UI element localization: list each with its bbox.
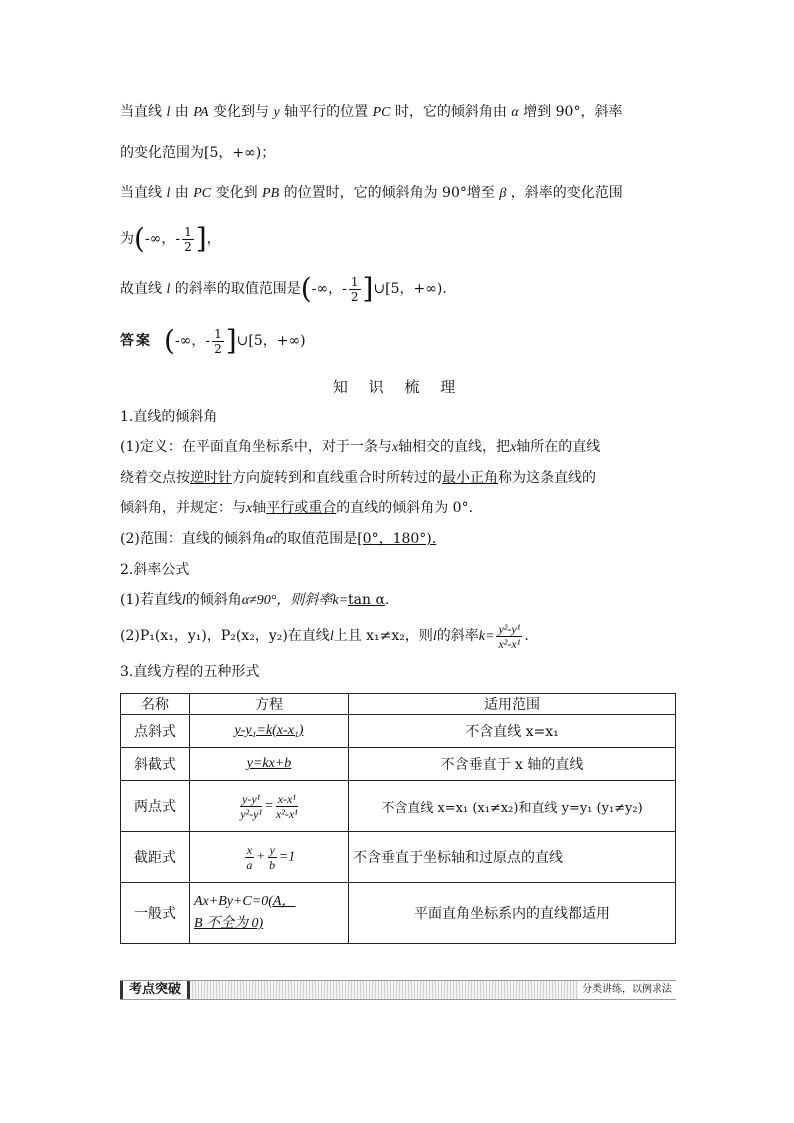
definition-line-1 xyxy=(120,432,676,463)
text: 的斜率 xyxy=(436,628,479,644)
form-scope: 平面直角坐标系内的直线都适用 xyxy=(349,883,676,944)
fraction xyxy=(245,843,254,872)
banner-title: 考点突破 xyxy=(120,981,190,999)
math-l: l xyxy=(329,629,334,644)
table-row xyxy=(121,883,676,944)
underlined-text: 最小正角 xyxy=(442,470,498,486)
math-k: k= xyxy=(478,629,495,644)
text: 为 xyxy=(120,231,134,247)
text: α≠90°，则斜率 xyxy=(241,593,333,608)
fraction xyxy=(240,792,262,821)
header-equation: 方程 xyxy=(190,694,349,715)
fraction-numerator: 1 xyxy=(350,274,359,289)
form-name: 一般式 xyxy=(121,883,190,944)
fraction xyxy=(212,327,224,356)
text: 当直线 xyxy=(120,185,162,201)
math-pc: PC xyxy=(372,105,391,120)
math-l: l xyxy=(181,593,186,608)
text: 变化到 xyxy=(215,185,258,201)
form-equation xyxy=(190,781,349,832)
text: -∞，- xyxy=(311,281,347,297)
underlined-text: 逆时针 xyxy=(190,470,232,486)
text: 轴所在的直线 xyxy=(516,439,601,455)
fraction-denominator: x²-x¹ xyxy=(498,636,521,651)
math-alpha: α xyxy=(265,532,274,547)
text: ∪[5，+∞). xyxy=(373,281,447,297)
fraction-numerator: y xyxy=(269,842,275,857)
fraction xyxy=(349,275,361,304)
heading-slope: 2.斜率公式 xyxy=(120,562,190,578)
math-beta: β xyxy=(499,186,507,201)
math-y: y xyxy=(273,105,280,120)
text: 绕着交点按 xyxy=(120,470,190,486)
math-alpha: α xyxy=(511,105,519,120)
fraction xyxy=(496,622,522,651)
math-l: l xyxy=(166,282,171,297)
text: 变化到与 xyxy=(213,104,270,120)
text: 方向旋转到和直线重合时所转过的 xyxy=(232,470,442,486)
text: 轴 xyxy=(252,500,267,516)
document-body xyxy=(120,92,676,944)
form-name: 两点式 xyxy=(121,781,190,832)
heading-inclination: 1.直线的倾斜角 xyxy=(120,409,218,425)
table-row xyxy=(121,715,676,748)
paragraph-5 xyxy=(120,264,676,315)
right-bracket-icon: ] xyxy=(225,324,237,357)
form-scope: 不含直线 x=x₁ xyxy=(349,715,676,748)
text: 由 xyxy=(174,185,189,201)
section-banner xyxy=(120,980,676,1000)
header-name: 名称 xyxy=(121,694,190,715)
left-paren-icon: ( xyxy=(164,324,175,357)
text: ∪[5，+∞) xyxy=(236,333,306,349)
answer-label: 答案 xyxy=(120,332,152,348)
text: ，斜率的变化范围 xyxy=(510,185,623,201)
math-pb: PB xyxy=(262,186,280,201)
fraction-numerator: 1 xyxy=(214,326,222,341)
text: + xyxy=(256,849,266,865)
underlined-text: (A， xyxy=(268,894,296,909)
text: 的取值范围是 xyxy=(273,531,358,547)
text: ， xyxy=(206,231,221,247)
text: 倾斜角，并规定：与 xyxy=(120,500,246,516)
form-name: 点斜式 xyxy=(121,715,190,748)
fraction-denominator: 2 xyxy=(214,341,222,356)
form-name: 斜截式 xyxy=(121,748,190,781)
form-scope: 不含垂直于 x 轴的直线 xyxy=(349,748,676,781)
text: . xyxy=(524,628,529,644)
heading-line-equations: 3.直线方程的五种形式 xyxy=(120,664,260,680)
fraction-denominator: 2 xyxy=(184,239,192,254)
form-scope: 不含垂直于坐标轴和过原点的直线 xyxy=(349,832,676,883)
fraction-numerator: x xyxy=(246,842,253,857)
left-paren-icon: ( xyxy=(300,272,312,305)
math-x: x xyxy=(510,440,517,455)
text: 称为这条直线的 xyxy=(498,470,596,486)
table-row xyxy=(121,748,676,781)
fraction xyxy=(182,225,194,254)
math-k: k= xyxy=(332,593,349,608)
text: 故直线 xyxy=(120,281,162,297)
math-l: l xyxy=(166,186,171,201)
fraction-numerator: 1 xyxy=(184,224,192,239)
fraction-denominator: x²-x¹ xyxy=(275,806,298,821)
table-row xyxy=(121,781,676,832)
text: -∞，- xyxy=(174,333,211,349)
math-x: x xyxy=(391,440,399,455)
header-scope: 适用范围 xyxy=(349,694,676,715)
fraction-denominator: b xyxy=(269,857,276,872)
form-equation xyxy=(190,748,349,781)
answer-line xyxy=(120,315,676,366)
text: 的位置时，它的倾斜角为 90°增至 xyxy=(283,185,495,201)
right-bracket-icon: ] xyxy=(195,222,207,255)
left-paren-icon: ( xyxy=(134,222,145,255)
text: 上且 x₁≠x₂，则 xyxy=(333,628,433,644)
underlined-text: y-y₁=k(x-x₁) xyxy=(234,723,304,738)
form-equation xyxy=(190,832,349,883)
math-pc: PC xyxy=(193,186,212,201)
underlined-text: B 不全为 0) xyxy=(194,916,264,931)
underlined-text: tan α xyxy=(348,592,385,608)
text: (1)若直线 xyxy=(120,592,182,608)
table-header-row xyxy=(121,694,676,715)
fraction-denominator: a xyxy=(246,857,253,872)
definition-line-3 xyxy=(120,493,676,524)
slope-formula-2 xyxy=(120,616,676,657)
slope-formula-1 xyxy=(120,585,676,616)
math-x: x xyxy=(246,501,253,516)
fraction xyxy=(268,843,277,872)
banner-subtitle: 分类讲练，以例求法 xyxy=(578,981,676,999)
text: 增到 90°，斜率 xyxy=(523,104,623,120)
text: 由 xyxy=(174,104,189,120)
underlined-text: y=kx+b xyxy=(246,756,292,771)
text: -∞，- xyxy=(144,231,181,247)
text: 轴相交的直线，把 xyxy=(398,439,511,455)
fraction-denominator: 2 xyxy=(350,289,359,304)
form-scope: 不含直线 x=x₁ (x₁≠x₂)和直线 y=y₁ (y₁≠y₂) xyxy=(349,781,676,832)
text: . xyxy=(384,592,390,608)
underlined-text: [0°，180°). xyxy=(357,531,437,547)
text: Ax+By+C=0 xyxy=(194,894,269,909)
form-name: 截距式 xyxy=(121,832,190,883)
text: (2)范围：直线的倾斜角 xyxy=(120,531,266,547)
math-pa: PA xyxy=(193,105,209,120)
range-line xyxy=(120,524,676,555)
form-equation xyxy=(190,883,349,944)
text: 轴平行的位置 xyxy=(284,104,369,120)
text: 时，它的倾斜角由 xyxy=(394,104,507,120)
text: (1)定义：在平面直角坐标系中，对于一条与 xyxy=(120,439,392,455)
form-equation xyxy=(190,715,349,748)
text: 的倾斜角 xyxy=(185,592,242,608)
table-row xyxy=(121,832,676,883)
paragraph-1 xyxy=(120,92,676,133)
math-l: l xyxy=(166,105,171,120)
paragraph-3 xyxy=(120,173,676,214)
paragraph-4 xyxy=(120,214,676,264)
paragraph-2: 的变化范围为[5，+∞)； xyxy=(120,145,276,161)
text: =1 xyxy=(278,849,296,865)
fraction-denominator: y²-y¹ xyxy=(240,806,263,821)
definition-line-2 xyxy=(120,463,676,493)
equation-forms-table xyxy=(120,693,676,944)
text: (2)P₁(x₁，y₁)，P₂(x₂，y₂)在直线 xyxy=(120,628,330,644)
section-title: 知 识 梳 理 xyxy=(332,378,464,396)
text: 当直线 xyxy=(120,104,162,120)
text: = xyxy=(264,798,274,814)
fraction-numerator: x-x¹ xyxy=(277,791,296,806)
math-l: l xyxy=(432,629,437,644)
fraction xyxy=(276,792,298,821)
fraction-numerator: y²-y¹ xyxy=(498,621,521,636)
right-bracket-icon: ] xyxy=(362,272,374,305)
text: 的斜率的取值范围是 xyxy=(174,281,301,297)
underlined-text: 平行或重合 xyxy=(266,500,337,516)
text: 的直线的倾斜角为 0°. xyxy=(336,500,474,516)
fraction-numerator: y-y¹ xyxy=(242,791,261,806)
